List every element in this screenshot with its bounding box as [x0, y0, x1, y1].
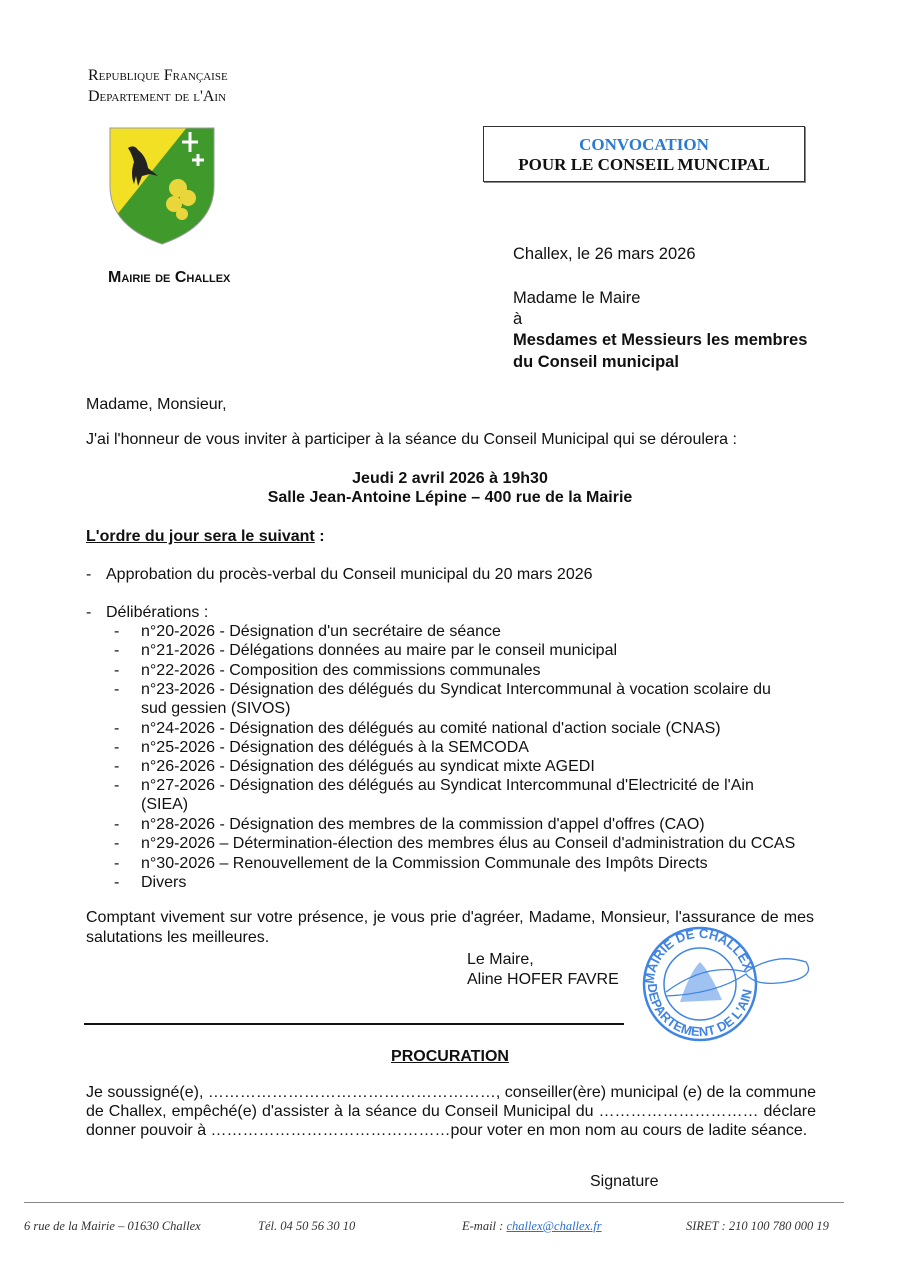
deliberation-text: Divers	[141, 873, 187, 891]
email-label: E-mail :	[462, 1219, 507, 1233]
dash: -	[114, 719, 120, 737]
deliberation-text: n°20-2026 - Désignation d'un secrétaire de séance	[141, 623, 501, 640]
divider	[84, 1023, 624, 1025]
dash: -	[114, 642, 120, 660]
deliberation-text: n°27-2026 - Désignation des délégués au Syndicat Intercommunal d'Electricité de l'Ain	[141, 777, 754, 795]
footer-divider	[24, 1202, 844, 1203]
deliberation-text: n°25-2026 - Désignation des délégués à la SEMCODA	[141, 738, 529, 756]
dash: -	[114, 873, 120, 891]
title-box	[483, 126, 805, 182]
header-republique: Republique Française	[88, 67, 228, 84]
footer-address: 6 rue de la Mairie – 01630 Challex	[24, 1219, 201, 1233]
meeting-place: Salle Jean-Antoine Lépine – 400 rue de la Mairie	[267, 489, 633, 506]
agenda-colon: :	[314, 528, 325, 545]
date-line: Challex, le 26 mars 2026	[513, 245, 696, 263]
signer-name: Aline HOFER FAVRE	[467, 971, 619, 988]
signature-label: Signature	[590, 1173, 659, 1190]
agenda-item-deliberations	[86, 603, 209, 622]
dash: -	[114, 854, 120, 872]
dash: -	[114, 816, 120, 833]
coat-of-arms-icon	[108, 126, 216, 246]
deliberation-text: n°30-2026 – Renouvellement de la Commission Communale des Impôts Directs	[141, 854, 708, 872]
agenda-item-approval	[86, 565, 593, 584]
header-departement: Departement de l'Ain	[88, 88, 227, 105]
agenda-title-text: L'ordre du jour sera le suivant	[86, 528, 315, 545]
footer-phone: Tél. 04 50 56 30 10	[258, 1219, 356, 1233]
meeting-date: Jeudi 2 avril 2026 à 19h30	[352, 470, 548, 487]
deliberation-text: n°23-2026 - Désignation des délégués du Syndicat Intercommunal à vocation scolaire du	[141, 680, 771, 698]
agenda-title	[86, 527, 325, 546]
procuration-text: Je soussigné(e), ………………………………………………, conseiller(ère) municipal (e) de la commune de Challex, empêché(e) d'assister à la séance du Conseil Municipal du ………………………… déclare donner pouvoir à ………………………………………pour voter en mon nom au cours de ladite séance.	[86, 1084, 816, 1139]
procuration-title: PROCURATION	[391, 1048, 509, 1065]
deliberation-text: n°29-2026 – Détermination-élection des membres élus au Conseil d'administration du CCAS	[141, 835, 796, 853]
deliberation-text: n°26-2026 - Désignation des délégués au syndicat mixte AGEDI	[141, 758, 595, 776]
footer-email	[462, 1219, 602, 1234]
title-convocation: CONVOCATION	[579, 135, 709, 154]
deliberation-text: n°28-2026 - Désignation des membres de la commission d'appel d'offres (CAO)	[141, 816, 705, 833]
recipient-line2: du Conseil municipal	[513, 353, 679, 371]
signer-title: Le Maire,	[467, 951, 534, 968]
deliberation-text: (SIEA)	[141, 796, 189, 814]
salutation: Madame, Monsieur,	[86, 396, 227, 413]
deliberation-text: n°22-2026 - Composition des commissions communales	[141, 661, 541, 679]
stamp-top-text: MAIRIE DE CHALLEX	[641, 925, 756, 985]
closing-text: Comptant vivement sur votre présence, je vous prie d'agréer, Madame, Monsieur, l'assurance de mes salutations les meilleures.	[86, 909, 814, 946]
title-subtitle: POUR LE CONSEIL MUNCIPAL	[518, 155, 770, 174]
intro-text: J'ai l'honneur de vous inviter à participer à la séance du Conseil Municipal qui se déroulera :	[86, 431, 737, 448]
dash: -	[114, 661, 120, 679]
dash: -	[114, 680, 120, 698]
dash: -	[86, 566, 92, 583]
dash: -	[114, 777, 120, 795]
to-word: à	[513, 310, 523, 328]
recipient-line1: Mesdames et Messieurs les membres	[513, 331, 808, 349]
deliberation-text: sud gessien (SIVOS)	[141, 699, 291, 717]
sender: Madame le Maire	[513, 289, 641, 307]
mairie-stamp-icon	[636, 922, 816, 1042]
dash: -	[114, 835, 120, 853]
email-link[interactable]: challex@challex.fr	[506, 1219, 602, 1233]
stamp-bottom-text: DEPARTEMENT DE L'AIN	[644, 982, 755, 1040]
mairie-name: Mairie de Challex	[108, 269, 231, 286]
dash: -	[114, 738, 120, 756]
dash: -	[86, 604, 92, 621]
agenda-text: Délibérations :	[106, 604, 209, 621]
footer-siret: SIRET : 210 100 780 000 19	[686, 1219, 829, 1233]
deliberation-text: n°24-2026 - Désignation des délégués au comité national d'action sociale (CNAS)	[141, 719, 721, 737]
agenda-text: Approbation du procès-verbal du Conseil municipal du 20 mars 2026	[106, 566, 593, 583]
dash: -	[114, 623, 120, 640]
dash: -	[114, 758, 120, 776]
deliberation-text: n°21-2026 - Délégations données au maire par le conseil municipal	[141, 642, 618, 660]
